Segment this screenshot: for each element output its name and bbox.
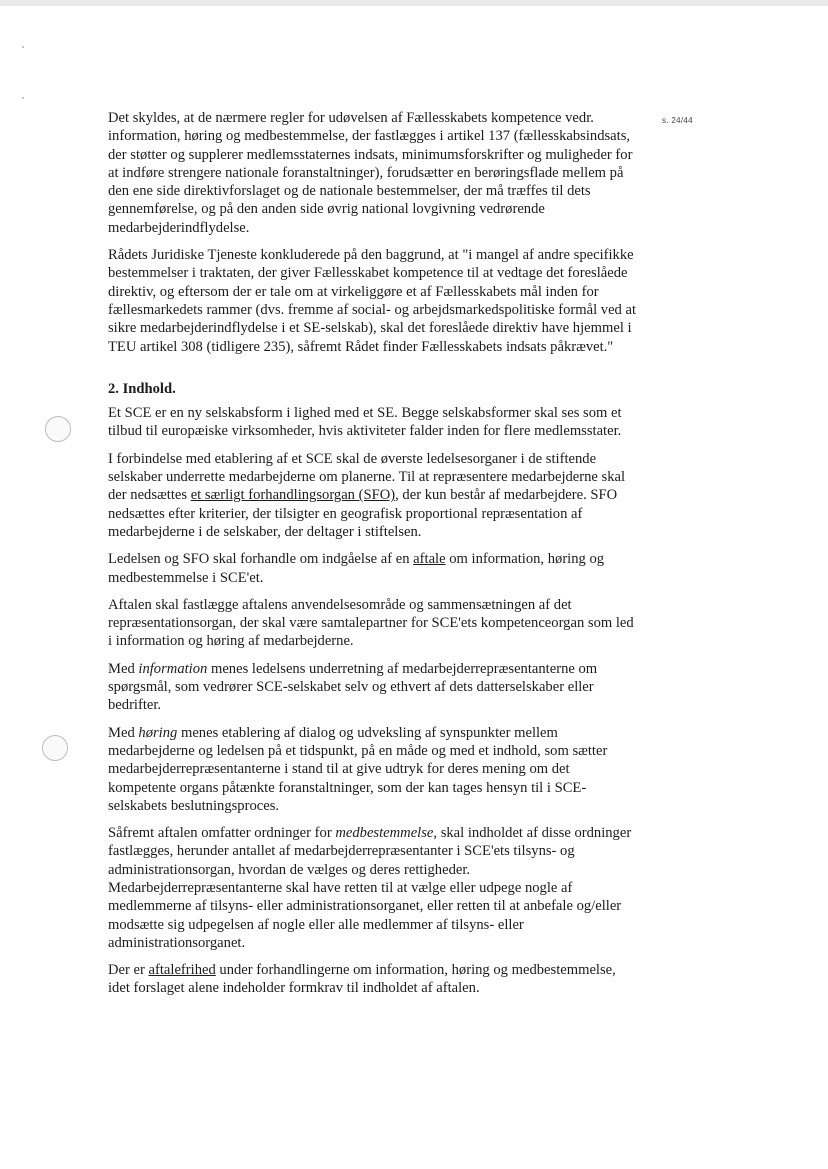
punch-hole	[42, 735, 68, 761]
section-heading: 2. Indhold.	[108, 380, 176, 397]
underlined-term: aftale	[413, 551, 446, 568]
text-run: I forbindelse med etablering af et SCE skal de øverste ledelsesorganer i de stiftende selskaber underrette medarbejderne om planerne. Til at repræsentere medarbejderne skal der nedsættes	[108, 450, 626, 504]
underlined-term: aftalefrihed	[148, 962, 216, 979]
text-run: Med	[108, 724, 139, 741]
text-run: Med	[108, 660, 139, 677]
page-number: s. 24/44	[662, 116, 693, 125]
underlined-term: et særligt forhandlingsorgan (SFO)	[190, 487, 396, 504]
text-run: Ledelsen og SFO skal forhandle om indgåelse af en	[108, 551, 414, 568]
text-run: om information, høring og medbestemmelse i SCE'et.	[108, 551, 605, 586]
punch-hole	[45, 416, 71, 442]
paragraph: Rådets Juridiske Tjeneste konkluderede på den baggrund, at "i mangel af andre specifikke bestemmelser i traktaten, der giver Fællesskabet kompetence til at vedtage det foreslåede direktiv, og eftersom der er tale om at virkeliggøre et af Fællesskabets mål inden for fællesmarkedets rammer (dvs. fremme af social- og arbejdsmarkedspolitiske formål ved at sikre medarbejderindflydelse i et SE-selskab), skal det foreslåede direktiv have hjemmel i TEU artikel 308 (tidligere 235), såfremt Rådet finder Fællesskabets indsats påkrævet."	[108, 247, 637, 355]
text-run: Såfremt aftalen omfatter ordninger for	[108, 825, 336, 842]
paragraph	[108, 724, 638, 815]
paragraph: Aftalen skal fastlægge aftalens anvendelsesområde og sammensætningen af det repræsentationsorgan, der skal være samtalepartner for SCE'ets kompetenceorgan som led i information og høring af medarbejderne.	[108, 596, 634, 650]
text-run: , der kun består af medarbejdere. SFO nedsættes efter kriterier, der tilsigter en geografisk proportional repræsentation af medarbejderne i de selskaber, der deltager i stiftelsen.	[108, 487, 618, 540]
text-run: menes ledelsens underretning af medarbejderrepræsentanterne om spørgsmål, som vedrører SCE-selskabet selv og ethvert af dets datterselskaber eller bedrifter.	[108, 660, 598, 714]
paragraph	[108, 961, 638, 998]
scan-top-edge	[0, 0, 828, 6]
paragraph: Det skyldes, at de nærmere regler for udøvelsen af Fællesskabets kompetence vedr. information, høring og medbestemmelse, der fastlægges i artikel 137 (fællesskabsindsats, der støtter og supplerer medlemsstaternes indsats, minimumsforskrifter og muligheder for at indføre strengere nationale foranstaltninger), forudsætter en berøringsflade mellem på den ene side direktivforslaget og de nationale bestemmelser, der må træffes til dets gennemførelse, og på den anden side øvrig national lovgivning vedrørende medarbejderindflydelse.	[108, 110, 633, 236]
paragraph	[108, 824, 638, 952]
document-body	[108, 109, 638, 1007]
paragraph	[108, 450, 638, 541]
italic-term: information	[138, 660, 208, 677]
scan-speck	[22, 97, 24, 99]
text-run: under forhandlingerne om information, høring og medbestemmelse, idet forslaget alene indeholder formkrav til indholdet af aftalen.	[108, 962, 616, 997]
paragraph: Et SCE er en ny selskabsform i lighed med et SE. Begge selskabsformer skal ses som et tilbud til europæiske virksomheder, hvis aktiviteter falder inden for flere medlemsstater.	[108, 405, 622, 440]
text-run: Der er	[108, 962, 149, 979]
text-run: , skal indholdet af disse ordninger fastlægges, herunder antallet af medarbejderrepræsentanter i SCE'ets tilsyns- og administrationsorgan, hvordan de vælges og deres rettigheder. Medarbejderrepræsentanterne skal have retten til at vælge eller udpege nogle af medlemmerne af tilsyns- eller administrationsorganet, eller retten til at anbefale og/eller modsætte sig udpegelsen af nogle eller alle medlemmer af tilsyns- eller administrationsorganet.	[108, 825, 632, 951]
scan-speck	[22, 46, 24, 48]
text-run: menes etablering af dialog og udveksling af synspunkter mellem medarbejderne og ledelsen på et tidspunkt, på en måde og med et indhold, som sætter medarbejderrepræsentanterne i stand til at give udtryk for deres mening om det kompetente organs påtænkte foranstaltninger, som der kan tages hensyn til i SCE-selskabets beslutningsproces.	[108, 724, 608, 814]
italic-term: høring	[138, 724, 178, 741]
italic-term: medbestemmelse	[335, 825, 434, 842]
paragraph	[108, 550, 638, 587]
paragraph	[108, 660, 638, 715]
